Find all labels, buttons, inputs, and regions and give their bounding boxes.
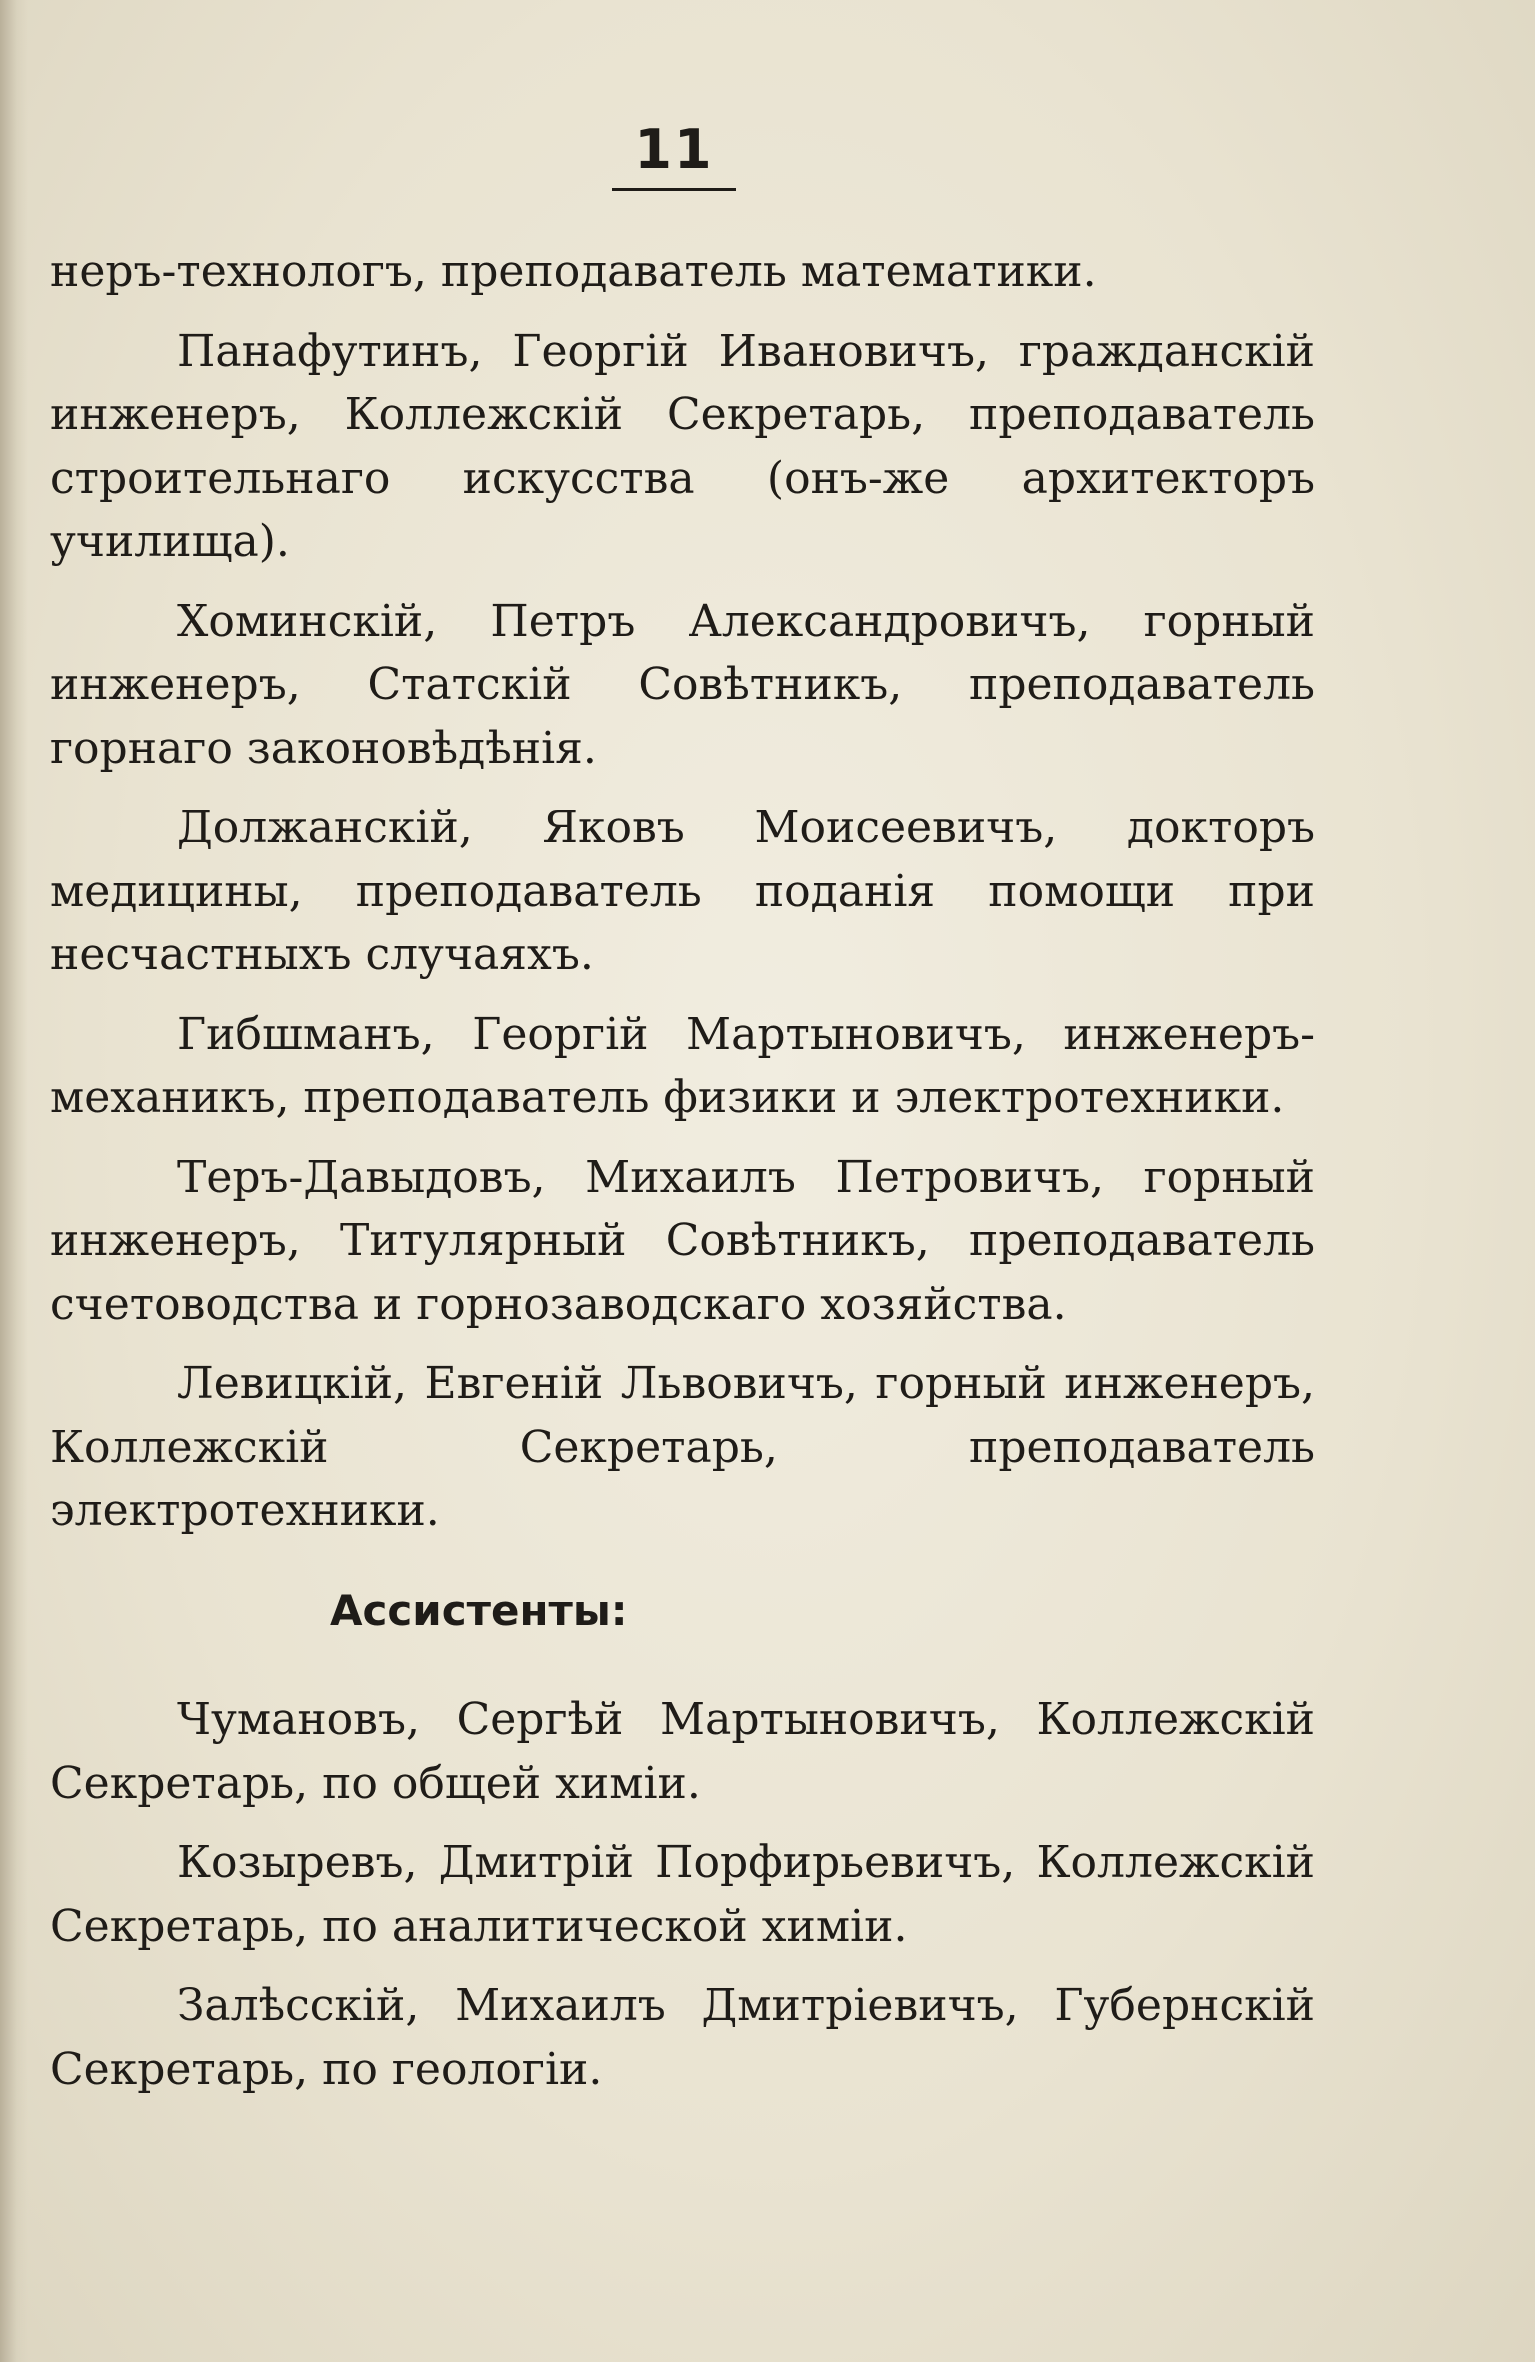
paragraph: Теръ-Давыдовъ, Михаилъ Петровичъ, горный инженеръ, Титулярный Совѣтникъ, преподаватель счетоводства и горнозаводскаго хозяйства.	[50, 1151, 1315, 1330]
paragraph-continued: неръ-технологъ, преподаватель математики.	[50, 246, 1097, 297]
spine-shadow	[0, 0, 28, 2362]
assistant-entry: Чумановъ, Сергѣй Мартыновичъ, Коллежскій Секретарь, по общей химіи.	[50, 1694, 1315, 1809]
assistant-entry: Козыревъ, Дмитрій Порфирьевичъ, Коллежскій Секретарь, по аналитической химіи.	[50, 1837, 1315, 1952]
paragraph: Панафутинъ, Георгій Ивановичъ, гражданскій инженеръ, Коллежскій Секретарь, преподаватель строительнаго искусства (онъ-же архитекторъ училища).	[50, 325, 1315, 567]
paragraph: Должанскій, Яковъ Моисеевичъ, докторъ медицины, преподаватель поданія помощи при несчастныхъ случаяхъ.	[50, 802, 1315, 980]
section-heading: Ассистенты:	[330, 1585, 628, 1635]
page-header	[612, 120, 736, 191]
paragraph: Гибшманъ, Георгій Мартыновичъ, инженеръ-механикъ, преподаватель физики и электротехники.	[50, 1008, 1315, 1123]
header-rule	[612, 188, 736, 191]
paragraph: Хоминскій, Петръ Александровичъ, горный инженеръ, Статскій Совѣтникъ, преподаватель горнаго законовѣдѣнія.	[50, 595, 1315, 774]
paragraph: Левицкій, Евгеній Львовичъ, горный инженеръ, Коллежскій Секретарь, преподаватель электротехники.	[50, 1358, 1315, 1536]
page-number: 11	[634, 118, 714, 181]
page-body	[50, 240, 1315, 2117]
assistant-entry: Залѣсскій, Михаилъ Дмитріевичъ, Губернскій Секретарь, по геологіи.	[50, 1980, 1315, 2095]
